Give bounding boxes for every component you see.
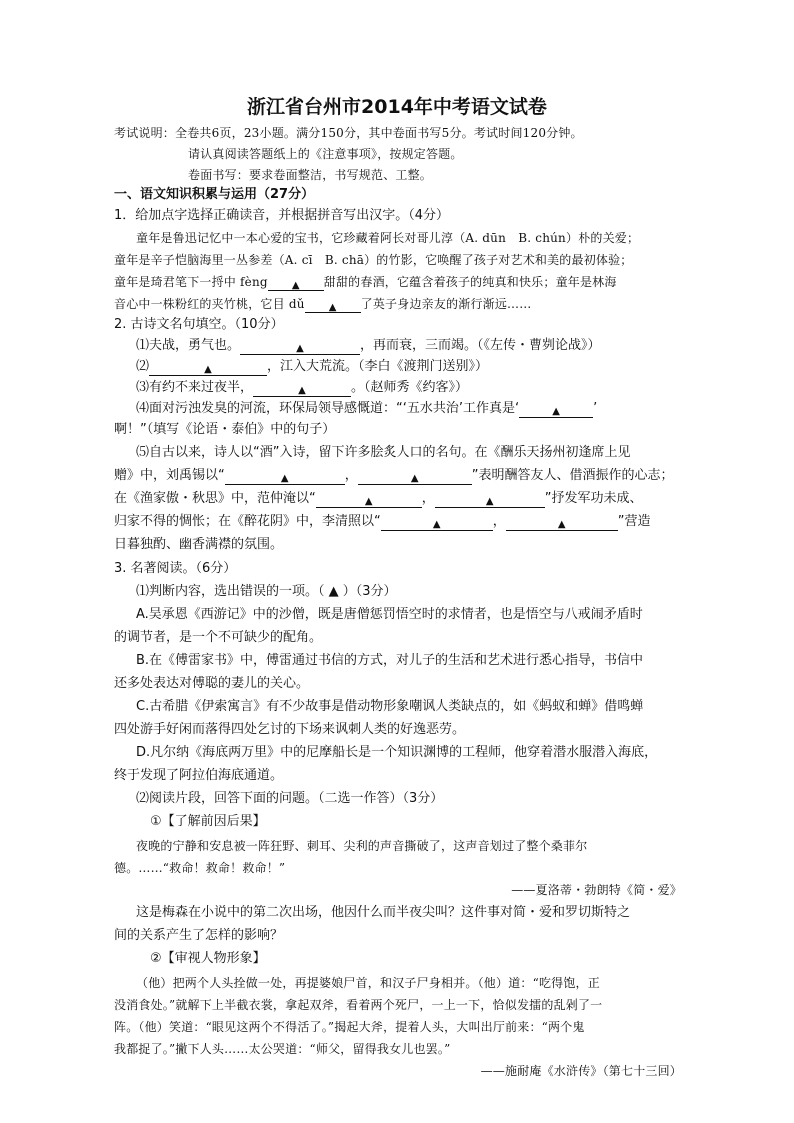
answer-blank[interactable]: ▲ — [225, 469, 345, 485]
answer-blank[interactable]: ▲ — [381, 515, 493, 531]
excerpt-2-line-1: （他）把两个人头拴做一处，再提婆娘尸首，和汉子尸身相并。（他）道：“吃得饱，正 — [136, 976, 600, 990]
answer-blank[interactable]: ▲ — [268, 275, 324, 291]
q1-passage-line-4: 音心中一株粉红的夹竹桃，它目 dǔ ▲ 了英子身边亲友的渐行渐远…… — [114, 297, 532, 313]
q3-sub-2: ⑵阅读片段，回答下面的问题。（二选一作答）（3分） — [136, 791, 444, 806]
answer-blank[interactable]: ▲ — [316, 492, 422, 508]
q3-option-c-line-1: C.古希腊《伊索寓言》有不少故事是借动物形象嘲讽人类缺点的，如《蚂蚁和蝉》借鸣蝉 — [136, 699, 644, 714]
section-heading: 一、语文知识积累与运用（27分） — [114, 187, 315, 202]
q2-item-5-line-2: 赠》中，刘禹锡以“ ▲ ， ▲ ”表明酬答友人、借酒振作的心志； — [114, 468, 674, 484]
q2-item-5-line-5: 日暮独酌、幽香满襟的氛围。 — [114, 537, 284, 552]
instructions-line-2: 请认真阅读答题纸上的《注意事项》，按规定答题。 — [188, 147, 463, 161]
excerpt-1-source: ——夏洛蒂・勃朗特《简・爱》 — [511, 883, 682, 897]
answer-blank[interactable]: ▲ — [149, 360, 267, 376]
instructions-line-1: 考试说明：全卷共6页，23小题。满分150分，其中卷面书写5分。考试时间120分钟。 — [114, 126, 583, 140]
q2-item-4-cont: 啊！”（填写《论语・泰伯》中的句子） — [114, 422, 336, 437]
q2-item-4: ⑷面对污浊发臭的河流，环保局领导感慨道：“‘五水共治’工作真是‘ ▲ ’ — [136, 401, 598, 417]
q3-option-c-line-2: 四处游手好闲而落得四处乞讨的下场来讽刺人类的好逸恶劳。 — [114, 722, 466, 737]
q2-item-2: ⑵ ▲ ，江入大荒流。（李白《渡荆门送别》） — [136, 359, 489, 375]
q3-choice-1-heading: ①【了解前因后果】 — [150, 814, 266, 829]
q2-item-3: ⑶有约不来过夜半， ▲ 。（赵师秀《约客》） — [136, 380, 469, 396]
answer-blank[interactable]: ▲ — [506, 515, 618, 531]
q3-option-d-line-2: 终于发现了阿拉伯海底通道。 — [114, 768, 284, 783]
q3-choice-2-heading: ②【审视人物形象】 — [150, 951, 266, 966]
q3-option-b-line-2: 还多处表达对傅聪的妻儿的关心。 — [114, 676, 310, 691]
q1-passage-line-2: 童年是辛子恺脑海里一丛参差（A. cī B. chā）的竹影，它唤醒了孩子对艺术和美的最初体验； — [114, 253, 633, 267]
q1-passage-line-1: 童年是鲁迅记忆中一本心爱的宝书，它珍藏着阿长对哥儿淳（A. dūn B. chún）朴的关爱； — [136, 231, 640, 245]
q2-stem: 2. 古诗文名句填空。（10分） — [114, 317, 284, 332]
answer-blank[interactable]: ▲ — [358, 469, 472, 485]
answer-blank[interactable]: ▲ — [519, 402, 593, 418]
q2-item-5-line-4: 归家不得的惆怅；在《醉花阴》中，李清照以“ ▲ ， ▲ ”营造 — [114, 514, 651, 530]
excerpt-1-line-1: 夜晚的宁静和安息被一阵狂野、刺耳、尖利的声音撕破了，这声音划过了整个桑菲尔 — [136, 839, 588, 853]
instructions-line-3: 卷面书写：要求卷面整洁，书写规范、工整。 — [188, 168, 433, 182]
q3-sub-1: ⑴判断内容，选出错误的一项。（ ▲ ）（3分） — [136, 584, 397, 599]
q2-item-1: ⑴夫战，勇气也。 ▲ ，再而衰，三而竭。（《左传・曹刿论战》） — [136, 338, 601, 354]
excerpt-2-line-2: 没消食处。”就解下上半截衣裳，拿起双斧，看着两个死尸，一上一下，恰似发擂的乱剁了一 — [114, 998, 603, 1012]
q1-stem: 1．给加点字选择正确读音，并根据拼音写出汉字。（4分） — [114, 208, 450, 223]
q3-option-a-line-1: A.吴承恩《西游记》中的沙僧，既是唐僧惩罚悟空时的求情者，也是悟空与八戒闹矛盾时 — [136, 607, 643, 622]
excerpt-1-line-2: 德。……“救命！救命！救命！” — [114, 861, 286, 875]
page-title: 浙江省台州市2014年中考语文试卷 — [247, 96, 547, 118]
excerpt-2-source: ——施耐庵《水浒传》（第七十三回） — [480, 1064, 682, 1078]
q3-option-d-line-1: D.凡尔纳《海底两万里》中的尼摩船长是一个知识渊博的工程师，他穿着潜水服潜入海底， — [136, 745, 658, 760]
answer-blank[interactable]: ▲ — [305, 297, 361, 313]
excerpt-2-line-3: 阵。（他）笑道：“眼见这两个不得活了。”揭起大斧，提着人头，大叫出厅前来：“两个鬼 — [114, 1020, 585, 1034]
q3-choice-1-question-line-2: 间的关系产生了怎样的影响？ — [114, 928, 284, 943]
answer-blank[interactable]: ▲ — [240, 339, 360, 355]
q3-stem: 3. 名著阅读。（6分） — [114, 561, 237, 576]
answer-blank[interactable]: ▲ — [253, 381, 351, 397]
answer-blank[interactable]: ▲ — [435, 492, 545, 508]
excerpt-2-line-4: 我都捉了。”撇下人头……太公哭道：“师父，留得我女儿也罢。” — [114, 1042, 451, 1056]
q1-passage-line-3: 童年是琦君笔下一捋中 fèng ▲ 甜甜的春酒，它蕴含着孩子的纯真和快乐；童年是林海 — [114, 275, 617, 291]
q2-item-5-line-3: 在《渔家傲・秋思》中，范仲淹以“ ▲ ， ▲ ”抒发军功未成、 — [114, 491, 643, 507]
q3-option-a-line-2: 的调节者，是一个不可缺少的配角。 — [114, 630, 323, 645]
q2-item-5-line-1: ⑸自古以来，诗人以“酒”入诗，留下许多脍炙人口的名句。在《酬乐天扬州初逢席上见 — [136, 445, 631, 460]
q3-option-b-line-1: B.在《傅雷家书》中，傅雷通过书信的方式，对儿子的生活和艺术进行悉心指导，书信中 — [136, 653, 644, 668]
q3-choice-1-question-line-1: 这是梅森在小说中的第二次出场，他因什么而半夜尖叫？这件事对简・爱和罗切斯特之 — [136, 905, 631, 920]
